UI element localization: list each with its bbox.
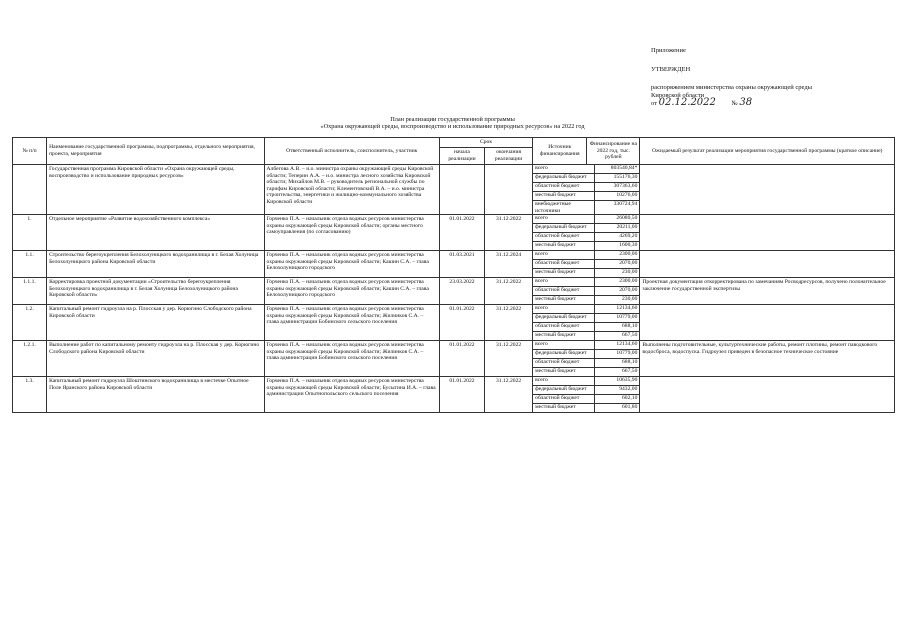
order-line-2: Кировской области [651, 92, 705, 99]
col-result: Ожидаемый результат реализации мероприятия государственной программы (краткое описание) [640, 138, 895, 165]
cell-resp: Горченко П.А. – начальник отдела водных ресурсов министерства охраны окружающей среды Кировской области; Кашин С.А. – глава Белохолуницкого городского [264, 251, 439, 278]
finance-amount: 2070,00 [595, 287, 640, 296]
col-resp: Ответственный исполнитель, соисполнитель, участник [264, 138, 439, 165]
col-num: № п/п [13, 138, 47, 165]
finance-source: всего [533, 278, 595, 287]
document-title [0, 116, 905, 130]
cell-resp: Горченко П.А. – начальник отдела водных ресурсов министерства охраны окружающей среды Кировской области; Жилинков С.А. – глава администрации Бобинского сельского поселения [264, 341, 439, 377]
finance-amount: 4269,20 [595, 233, 640, 242]
table-row [13, 278, 895, 305]
finance-source: местный бюджет [533, 192, 595, 201]
cell-result: Выполнены подготовительные, культуртехнические работы, ремонт плотины, ремонт паводкового водосброса, водоспуска. Гидроузел приведен в безопасное техническое состояние [640, 341, 895, 377]
cell-start: 01.01.2022 [439, 215, 484, 251]
cell-result: Проектная документация откорректирована по замечаниям Росводресурсов, получено положительное заключение государственной экспертизы [640, 278, 895, 305]
cell-start: 01.01.2022 [439, 377, 484, 413]
cell-end: 31.12.2022 [485, 341, 533, 377]
cell-result [640, 377, 895, 413]
finance-line [533, 251, 639, 260]
table-row [13, 215, 895, 251]
finance-amount: 667,50 [595, 368, 640, 377]
finance-source: федеральный бюджет [533, 314, 595, 323]
cell-end: 31.12.2022 [485, 215, 533, 251]
order-date-line [651, 97, 752, 108]
finance-line [533, 332, 639, 341]
finance-source: федеральный бюджет [533, 224, 595, 233]
cell-name: Государственная программа Кировской области «Охрана окружающей среды, воспроизводство и использование природных ресурсов» [47, 165, 264, 215]
finance-source: местный бюджет [535, 296, 576, 303]
order-date: 02.12.2022 [658, 97, 716, 108]
finance-source: областной бюджет [533, 287, 595, 296]
table-header-row [13, 138, 895, 148]
appendix-label: Приложение [651, 47, 686, 54]
col-fin: Финансирование на 2022 год, тыс. рублей [587, 138, 640, 164]
cell-finance [533, 215, 640, 251]
finance-line [533, 314, 639, 323]
finance-source: федеральный бюджет [533, 386, 595, 395]
finance-amount: 10779,00 [595, 350, 640, 359]
cell-num: 1.1. [13, 251, 47, 278]
cell-end: 31.12.2022 [485, 377, 533, 413]
approved-label: УТВЕРЖДЕН [651, 66, 691, 73]
cell-end: 31.12.2022 [485, 278, 533, 305]
finance-line [533, 359, 639, 368]
cell-start: 01.01.2022 [439, 305, 484, 341]
finance-line [533, 183, 639, 192]
finance-line [533, 192, 639, 201]
cell-num: 1.2. [13, 305, 47, 341]
table-row [13, 305, 895, 341]
cell-num: 1. [13, 215, 47, 251]
finance-amount: 155176,30 [595, 174, 640, 183]
cell-name: Отдельное мероприятие «Развитие водохозяйственного комплекса» [47, 215, 264, 251]
finance-line [533, 377, 639, 386]
cell-resp: Албегова А.В. – и.о. министра охраны окружающей среды Кировской области; Теперин А.А. – и.о. министра лесного хозяйства Кировской области; Михайлов М.В. – руководитель региональной службы по тарифам Кировской области; Клементовский В.А. – и.о. министра строительства, энергетики и жилищно-коммунального хозяйства Кировской области [264, 165, 439, 215]
finance-line [533, 224, 639, 233]
finance-amount: 20211,00 [595, 224, 640, 233]
cell-num: 1.3. [13, 377, 47, 413]
finance-source: местный бюджет [535, 368, 576, 375]
col-finance [533, 138, 640, 165]
finance-amount: 803540,84* [595, 165, 640, 174]
finance-source: областной бюджет [533, 260, 595, 269]
finance-line [533, 395, 639, 404]
cell-start: 01.01.2022 [439, 341, 484, 377]
finance-source: местный бюджет [535, 242, 576, 249]
finance-source: всего [533, 251, 595, 260]
finance-source: всего [533, 377, 595, 386]
finance-source: местный бюджет [535, 404, 576, 411]
finance-line [533, 296, 639, 305]
title-line-1: План реализации государственной программы [390, 116, 515, 123]
finance-line [533, 242, 639, 251]
finance-line [533, 174, 639, 183]
finance-amount: 688,10 [595, 323, 640, 332]
cell-resp: Горченко П.А. – начальник отдела водных ресурсов министерства охраны окружающей среды Кировской области; Кашин С.А. – глава Белохолуницкого городского [264, 278, 439, 305]
col-start: начала реализации [439, 148, 484, 165]
col-end: окончания реализации [485, 148, 533, 165]
finance-amount: 230,00 [595, 269, 640, 278]
finance-source: всего [533, 165, 595, 174]
col-source: Источник финансирования [539, 144, 580, 157]
finance-line [533, 269, 639, 278]
cell-finance [533, 377, 640, 413]
cell-name: Корректировка проектной документации «Строительство берегоукрепления Белохолуницкого водохранилища в г. Белая Холуница Белохолуницкого района Кировской области» [47, 278, 264, 305]
finance-amount: 1600,30 [595, 242, 640, 251]
finance-line [533, 165, 639, 174]
cell-finance [533, 165, 640, 215]
finance-source: областной бюджет [533, 323, 595, 332]
finance-line [533, 287, 639, 296]
cell-result [640, 251, 895, 278]
cell-resp: Горченко П.А. – начальник отдела водных ресурсов министерства охраны окружающей среды Кировской области; органы местного самоуправления (по согласованию) [264, 215, 439, 251]
cell-result [640, 215, 895, 251]
finance-amount: 10276,00 [595, 192, 640, 201]
finance-amount: 230,00 [595, 296, 640, 305]
finance-amount: 2070,00 [595, 260, 640, 269]
finance-line [533, 404, 639, 413]
finance-source: областной бюджет [533, 233, 595, 242]
finance-amount: 12134,60 [595, 305, 640, 314]
cell-finance [533, 251, 640, 278]
table-row [13, 251, 895, 278]
finance-source: внебюджетные источники [535, 201, 571, 214]
order-number-label: № [731, 100, 738, 107]
finance-source: всего [533, 305, 595, 314]
finance-source: всего [533, 215, 595, 224]
finance-amount: 330724,94 [595, 201, 640, 215]
finance-source: областной бюджет [533, 395, 595, 404]
cell-result [640, 165, 895, 215]
finance-source: местный бюджет [535, 332, 576, 339]
finance-line [533, 201, 639, 215]
cell-start [439, 165, 484, 215]
finance-line [533, 305, 639, 314]
title-line-2: «Охрана окружающей среды, воспроизводство и использование природных ресурсов» на 2022 год [320, 123, 585, 131]
finance-amount: 12134,60 [595, 341, 640, 350]
col-term: Срок [439, 138, 532, 148]
finance-amount: 667,50 [595, 332, 640, 341]
order-line-1: распоряжением министерства охраны окружающей среды [651, 84, 813, 91]
finance-source: всего [533, 341, 595, 350]
finance-amount: 2300,00 [595, 251, 640, 260]
cell-name: Строительство берегоукрепления Белохолуницкого водохранилища в г. Белая Холуница Белохолуницкого района Кировской области [47, 251, 264, 278]
finance-amount: 602,10 [595, 395, 640, 404]
finance-line [533, 215, 639, 224]
cell-resp: Горченко П.А. – начальник отдела водных ресурсов министерства охраны окружающей среды Кировской области; Жилинков С.А. – глава администрации Бобинского сельского поселения [264, 305, 439, 341]
col-name: Наименование государственной программы, подпрограммы, отдельного мероприятия, проекта, мероприятия [47, 138, 264, 165]
cell-start: 23.03.2022 [439, 278, 484, 305]
cell-num [13, 165, 47, 215]
cell-name: Выполнение работ по капитальному ремонту гидроузла на р. Плосская у дер. Корюгино Слободского района Кировской области [47, 341, 264, 377]
cell-end: 31.12.2022 [485, 305, 533, 341]
finance-line [533, 278, 639, 287]
finance-line [533, 233, 639, 242]
finance-amount: 307363,60 [595, 183, 640, 192]
finance-amount: 10635,90 [595, 377, 640, 386]
finance-line [533, 260, 639, 269]
finance-amount: 26080,50 [595, 215, 640, 224]
cell-finance [533, 278, 640, 305]
finance-line [533, 323, 639, 332]
cell-resp: Горченко П.А. – начальник отдела водных ресурсов министерства охраны окружающей среды Кировской области; Бусыгина И.А. – глава администрации Опытнопольского сельского поселения [264, 377, 439, 413]
finance-line [533, 350, 639, 359]
finance-amount: 2300,00 [595, 278, 640, 287]
finance-amount: 688,10 [595, 359, 640, 368]
finance-source: областной бюджет [533, 359, 595, 368]
cell-result [640, 305, 895, 341]
table-row [13, 165, 895, 215]
order-from-label: от [651, 100, 658, 107]
cell-end [485, 165, 533, 215]
cell-finance [533, 305, 640, 341]
finance-line [533, 341, 639, 350]
table-row [13, 341, 895, 377]
cell-end: 31.12.2024 [485, 251, 533, 278]
finance-source: областной бюджет [533, 183, 595, 192]
cell-start: 01.03.2021 [439, 251, 484, 278]
finance-amount: 9432,00 [595, 386, 640, 395]
table-row [13, 377, 895, 413]
finance-line [533, 386, 639, 395]
cell-name: Капитальный ремонт гидроузла на р. Плосская у дер. Корюгино Слободского района Кировской области [47, 305, 264, 341]
cell-finance [533, 341, 640, 377]
finance-source: федеральный бюджет [533, 350, 595, 359]
order-number: 38 [739, 97, 753, 108]
cell-num: 1.1.1. [13, 278, 47, 305]
plan-table [12, 137, 895, 413]
finance-source: федеральный бюджет [533, 174, 595, 183]
finance-source: местный бюджет [535, 269, 576, 276]
cell-name: Капитальный ремонт гидроузла Шоштинского водохранилища в местечке Опытное Поле Яранского района Кировской области [47, 377, 264, 413]
finance-amount: 10779,00 [595, 314, 640, 323]
finance-line [533, 368, 639, 377]
finance-amount: 601,80 [595, 404, 640, 413]
cell-num: 1.2.1. [13, 341, 47, 377]
